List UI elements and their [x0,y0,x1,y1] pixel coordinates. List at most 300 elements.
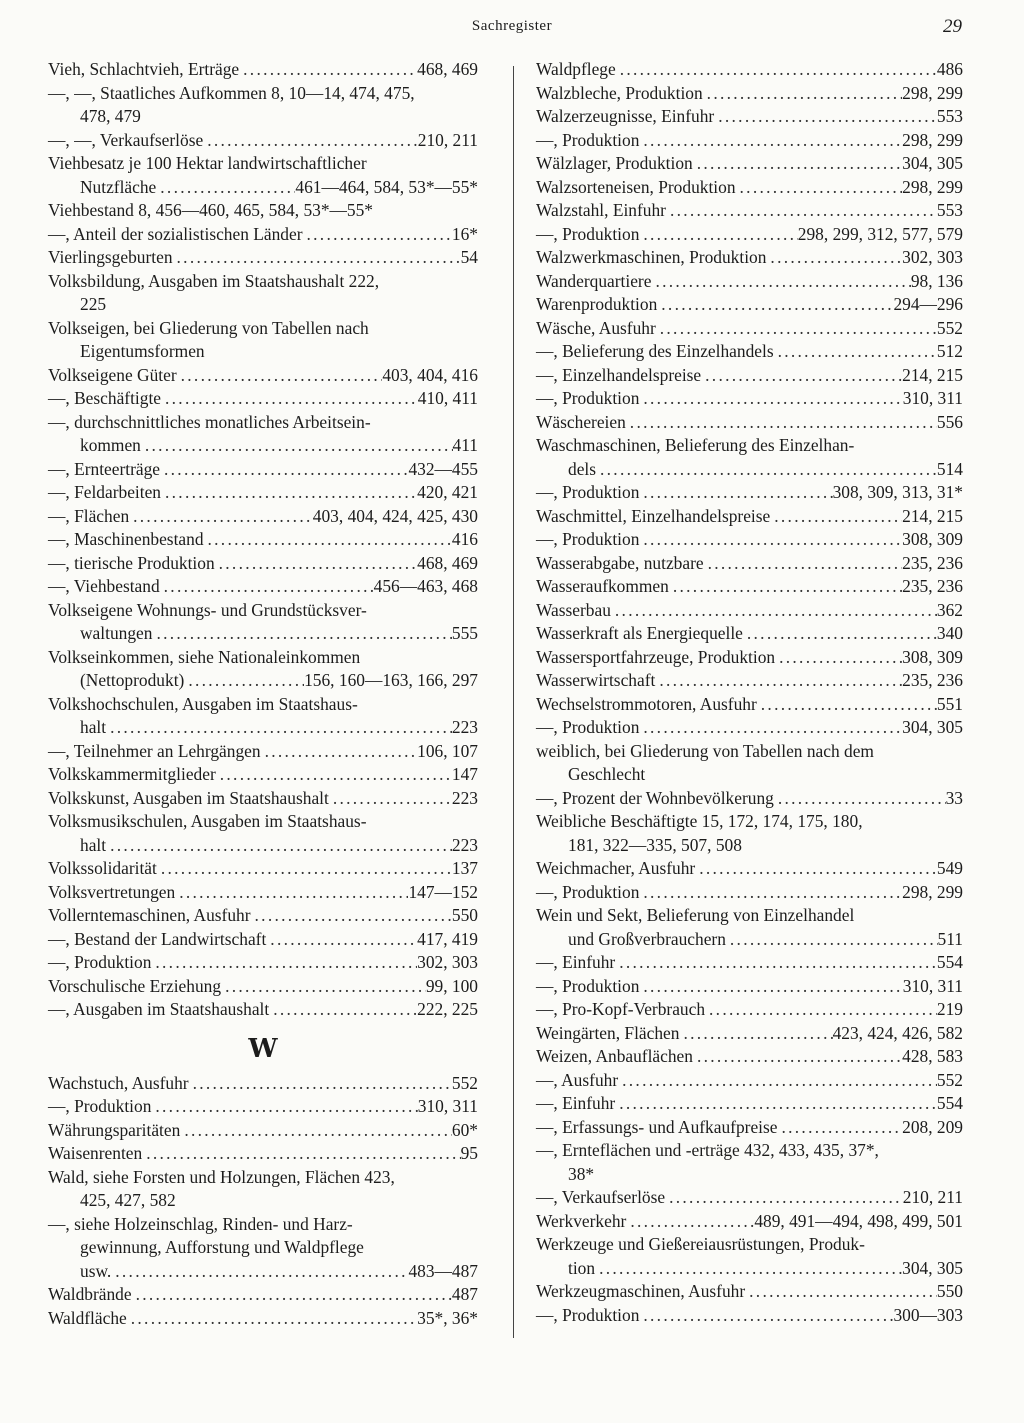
entry-line [48,716,478,740]
leader-dots [639,716,902,740]
entry-term: Volkssolidarität [48,858,157,878]
index-entry [48,58,478,82]
entry-pages: 514 [936,458,963,479]
entry-pages: 552 [936,317,963,338]
entry-term: Volkseigene Wohnungs- und Grundstücksver- [48,599,367,620]
leader-dots [216,763,452,787]
entry-pages: 95 [460,1143,478,1163]
leader-dots [757,693,937,717]
entry-line [48,1283,478,1307]
entry-term: Waldbrände [48,1284,132,1304]
leader-dots [303,223,452,247]
index-entry [536,646,963,670]
entry-line [536,928,963,952]
leader-dots [203,129,418,153]
entry-term: —, Produktion [536,388,640,408]
entry-pages: 304, 305 [902,153,963,173]
index-entry [536,1022,963,1046]
entry-term: Wasseraufkommen [536,576,669,596]
index-entry [536,998,963,1022]
entry-pages: 98, 136 [910,270,963,291]
entry-pages: 487 [451,1284,478,1304]
index-entry [48,928,478,952]
entry-line [536,904,963,928]
entry-line [536,857,963,881]
entry-pages: 416 [451,529,478,549]
index-entry [536,975,963,999]
entry-pages: 235, 236 [902,670,963,690]
entry-line [48,1236,478,1260]
entry-line [536,505,963,529]
entry-pages: 556 [936,411,963,432]
leader-dots [639,528,902,552]
entry-line [536,199,963,223]
entry-line [48,1142,478,1166]
entry-term: —, Ernteerträge [48,458,161,479]
entry-term: —, Maschinenbestand [48,529,204,549]
entry-term: —, Produktion [536,1304,640,1325]
entry-line [536,552,963,576]
entry-pages: 340 [936,623,963,643]
entry-term: —, Einzelhandelspreise [536,364,702,385]
entry-term: —, Erfassungs- und Aufkaufpreise [536,1116,778,1137]
entry-line [536,317,963,341]
index-entry [536,716,963,740]
index-entry [536,1139,963,1186]
entry-line [536,740,963,764]
entry-line [536,1257,963,1281]
index-entry [536,1304,963,1328]
leader-dots [639,881,902,905]
entry-term: halt [80,717,107,737]
entry-pages: 362 [936,599,963,620]
leader-dots [655,669,902,693]
leader-dots [679,1022,832,1046]
entry-term: —, Produktion [536,881,640,902]
entry-line [536,364,963,388]
entry-line [48,1260,478,1284]
entry-line [536,716,963,740]
entry-term: Weichmacher, Ausfuhr [536,858,696,878]
index-entry [536,599,963,623]
entry-pages: 553 [936,200,963,220]
entry-line [48,1307,478,1331]
entry-term: Volksvertretungen [48,881,176,902]
leader-dots [745,1280,937,1304]
index-entry [536,1280,963,1304]
entry-term: Vorschulische Erziehung [48,975,222,996]
leader-dots [639,1304,893,1328]
entry-pages: 54 [460,247,478,267]
leader-dots [774,340,937,364]
entry-term: Walzsorteneisen, Produktion [536,176,736,197]
index-entry [536,1069,963,1093]
entry-term: —, Einfuhr [536,1093,616,1113]
entry-pages: 423, 424, 426, 582 [832,1022,963,1043]
entry-line [48,387,478,411]
entry-line [48,317,478,341]
entry-term: Wanderquartiere [536,270,652,291]
entry-line [48,928,478,952]
leader-dots [695,857,937,881]
entry-term: Volkskunst, Ausgaben im Staatshaushalt [48,787,329,808]
entry-line [536,293,963,317]
entry-pages: 555 [451,623,478,643]
entry-pages: 456—463, 468 [373,576,478,596]
entry-pages: 223 [451,717,478,737]
leader-dots [639,481,832,505]
index-entry [536,528,963,552]
entry-line [536,1069,963,1093]
entry-term: Wald, siehe Forsten und Holzungen, Flächen 423, [48,1166,395,1187]
index-entry [536,152,963,176]
entry-pages: 403, 404, 416 [382,364,478,385]
index-entry [536,1116,963,1140]
index-entry [536,293,963,317]
leader-dots [639,387,902,411]
entry-term: 181, 322—335, 507, 508 [568,834,742,855]
entry-term: 38* [568,1163,595,1184]
entry-line [536,129,963,153]
entry-term: —, Ernteflächen und -erträge 432, 433, 435, 37*, [536,1140,879,1160]
entry-pages: 308, 309 [902,646,963,667]
index-entry [48,904,478,928]
entry-term: —, Produktion [48,1096,152,1116]
entry-line [48,364,478,388]
entry-line [536,411,963,435]
entry-line [536,669,963,693]
entry-line [48,458,478,482]
entry-term: Walzbleche, Produktion [536,82,703,103]
entry-line [536,975,963,999]
entry-pages: 512 [936,341,963,361]
index-entry [536,129,963,153]
index-entry [48,481,478,505]
leader-dots [157,857,452,881]
index-column-left [48,58,478,1330]
entry-line [536,1116,963,1140]
leader-dots [151,1095,417,1119]
index-entry [536,246,963,270]
entry-line [536,1139,963,1163]
entry-term: —, Teilnehmer an Lehrgängen [48,740,261,761]
entry-line [536,1163,963,1187]
entry-term: Nutzfläche [80,176,157,197]
index-entry [536,951,963,975]
leader-dots [161,481,417,505]
index-entry [536,904,963,951]
entry-line [48,340,478,364]
entry-pages: 294—296 [893,294,963,314]
leader-dots [626,411,937,435]
leader-dots [132,1283,452,1307]
entry-term: 425, 427, 582 [80,1190,176,1210]
entry-pages: 106, 107 [417,740,478,761]
leader-dots [266,928,417,952]
entry-term: —, Feldarbeiten [48,482,162,502]
index-entry [48,599,478,646]
column-divider [513,66,514,1338]
entry-term: Eigentumsformen [80,341,205,361]
entry-pages: 210, 211 [902,1187,963,1207]
entry-line [536,834,963,858]
index-entry [536,364,963,388]
entry-line [48,528,478,552]
entry-pages: 302, 303 [417,952,478,972]
index-entry [48,152,478,199]
entry-line [48,82,478,106]
leader-dots [215,552,417,576]
index-entry [536,434,963,481]
entry-term: —, Produktion [536,129,640,150]
index-entry [536,223,963,247]
leader-dots [204,528,452,552]
entry-term: —, Einfuhr [536,952,616,972]
entry-line [536,152,963,176]
entry-line [48,1095,478,1119]
index-entry [536,58,963,82]
leader-dots [669,575,902,599]
index-entry [536,787,963,811]
entry-term: Volksbildung, Ausgaben im Staatshaushalt 222, [48,270,380,291]
entry-pages: 554 [936,952,963,972]
entry-line [536,58,963,82]
entry-term: Wasserabgabe, nutzbare [536,552,704,573]
index-entry [48,505,478,529]
entry-pages: 223 [451,787,478,808]
entry-pages: 486 [936,59,963,79]
entry-term: usw. [80,1260,112,1281]
section-letter-heading: W [248,1033,278,1064]
entry-line [48,763,478,787]
leader-dots [152,622,451,646]
entry-pages: 549 [936,858,963,878]
entry-line [536,998,963,1022]
leader-dots [189,1072,452,1096]
index-entry [536,669,963,693]
entry-term: —, durchschnittliches monatliches Arbeitsein- [48,411,371,432]
leader-dots [329,787,452,811]
entry-pages: 214, 215 [902,364,963,385]
entry-line [48,646,478,670]
entry-term: (Nettoprodukt) [80,670,185,690]
entry-pages: 552 [451,1072,478,1093]
entry-term: und Großverbrauchern [568,928,726,949]
entry-term: Wassersportfahrzeuge, Produktion [536,646,776,667]
leader-dots [151,951,417,975]
entry-line [48,599,478,623]
entry-line [536,528,963,552]
index-entry [536,552,963,576]
index-entry [48,1142,478,1166]
entry-pages: 550 [936,1281,963,1301]
leader-dots [665,1186,903,1210]
index-entry [536,481,963,505]
entry-line [536,246,963,270]
entry-term: Walzstahl, Einfuhr [536,200,666,220]
entry-pages: 552 [936,1069,963,1090]
leader-dots [770,505,902,529]
leader-dots [611,599,937,623]
entry-term: —, tierische Produktion [48,552,215,573]
entry-line [48,223,478,247]
leader-dots [221,975,426,999]
index-entry [48,1119,478,1143]
entry-term: Waschmaschinen, Belieferung des Einzelhan- [536,435,855,455]
index-entry [48,1166,478,1213]
entry-term: Volkseinkommen, siehe Nationaleinkommen [48,646,361,667]
index-entry [536,505,963,529]
leader-dots [261,740,418,764]
leader-dots [693,152,902,176]
leader-dots [774,787,946,811]
index-entry [48,575,478,599]
index-entry [48,998,478,1022]
leader-dots [156,176,295,200]
index-entry [48,223,478,247]
entry-line [48,1166,478,1190]
index-entry [536,1233,963,1280]
entry-term: Werkverkehr [536,1210,627,1231]
entry-pages: 33 [945,787,963,808]
leader-dots [269,998,417,1022]
entry-pages: 298, 299 [902,176,963,197]
entry-pages: 553 [936,106,963,126]
entry-line [536,1092,963,1116]
entry-pages: 156, 160—163, 166, 297 [304,670,478,690]
entry-pages: 308, 309, 313, 31* [832,482,963,502]
leader-dots [177,364,383,388]
leader-dots [657,293,893,317]
entry-term: dels [568,458,597,479]
entry-line [536,176,963,200]
entry-line [48,58,478,82]
entry-pages: 310, 311 [902,388,963,408]
entry-term: gewinnung, Aufforstung und Waldpflege [80,1237,364,1257]
index-entry [48,1283,478,1307]
entry-line [48,105,478,129]
index-entry [48,787,478,811]
leader-dots [766,246,902,270]
entry-pages: 298, 299 [902,129,963,150]
entry-term: —, Bestand der Landwirtschaft [48,928,267,949]
entry-line [536,599,963,623]
entry-pages: 210, 211 [417,129,478,150]
entry-pages: 417, 419 [417,928,478,949]
index-entry [536,199,963,223]
entry-term: Weizen, Anbauflächen [536,1046,693,1066]
leader-dots [239,58,417,82]
entry-line [536,1304,963,1328]
entry-pages: 214, 215 [902,505,963,526]
entry-term: Wachstuch, Ausfuhr [48,1072,189,1093]
entry-line [536,646,963,670]
index-entry [48,646,478,693]
entry-term: Wasserbau [536,599,611,620]
index-entry [536,176,963,200]
entry-line [48,669,478,693]
leader-dots [775,646,902,670]
entry-line [48,270,478,294]
entry-term: Werkzeuge und Gießereiausrüstungen, Produk- [536,1234,865,1254]
entry-pages: 235, 236 [902,552,963,573]
entry-pages: 235, 236 [902,576,963,596]
entry-line [48,434,478,458]
entry-line [48,199,478,223]
entry-line [48,1072,478,1096]
entry-line [536,763,963,787]
index-entry [48,693,478,740]
leader-dots [615,951,937,975]
entry-term: —, —, Staatliches Aufkommen 8, 10—14, 474, 475, [48,82,415,103]
entry-term: —, Beschäftigte [48,388,162,408]
entry-line [48,411,478,435]
index-entry [536,411,963,435]
entry-pages: 308, 309 [902,529,963,549]
entry-term: Wechselstrommotoren, Ausfuhr [536,693,757,714]
leader-dots [704,552,903,576]
entry-pages: 468, 469 [417,552,478,573]
entry-term: weiblich, bei Gliederung von Tabellen nach dem [536,740,874,761]
leader-dots [142,1142,460,1166]
leader-dots [639,129,902,153]
entry-term: —, Produktion [536,717,640,737]
entry-term: Vieh, Schlachtvieh, Erträge [48,59,240,79]
entry-term: Volkskammermitglieder [48,764,216,784]
index-entry [536,1045,963,1069]
entry-line [536,1280,963,1304]
entry-term: —, Produktion [48,952,152,972]
entry-line [536,1022,963,1046]
entry-term: Weibliche Beschäftigte 15, 172, 174, 175, 180, [536,811,863,831]
entry-pages: 222, 225 [417,999,478,1019]
leader-dots [251,904,452,928]
entry-pages: 461—464, 584, 53*—55* [295,176,478,197]
leader-dots [666,199,937,223]
leader-dots [180,1119,452,1143]
index-entry [536,622,963,646]
entry-pages: 428, 583 [902,1046,963,1066]
entry-line [536,387,963,411]
index-entry [536,340,963,364]
index-entry [48,411,478,458]
entry-line [536,458,963,482]
entry-line [48,552,478,576]
entry-pages: 137 [451,858,478,878]
leader-dots [129,505,313,529]
entry-line [48,998,478,1022]
leader-dots [106,716,452,740]
index-column-right [536,58,963,1327]
index-entry [48,246,478,270]
index-entry [48,364,478,388]
index-entry [536,105,963,129]
entry-term: Wäsche, Ausfuhr [536,317,656,338]
running-header-title: Sachregister [471,18,553,34]
entry-pages: 310, 311 [902,975,963,996]
entry-term: Wein und Sekt, Belieferung von Einzelhandel [536,905,855,925]
entry-term: Waldfläche [48,1307,127,1328]
entry-line [536,270,963,294]
leader-dots [160,575,374,599]
index-entry [48,458,478,482]
leader-dots [595,1257,902,1281]
index-entry [48,129,478,153]
entry-term: Viehbestand 8, 456—460, 465, 584, 53*—55* [48,200,374,220]
leader-dots [626,1210,754,1234]
leader-dots [596,458,937,482]
entry-line [536,340,963,364]
